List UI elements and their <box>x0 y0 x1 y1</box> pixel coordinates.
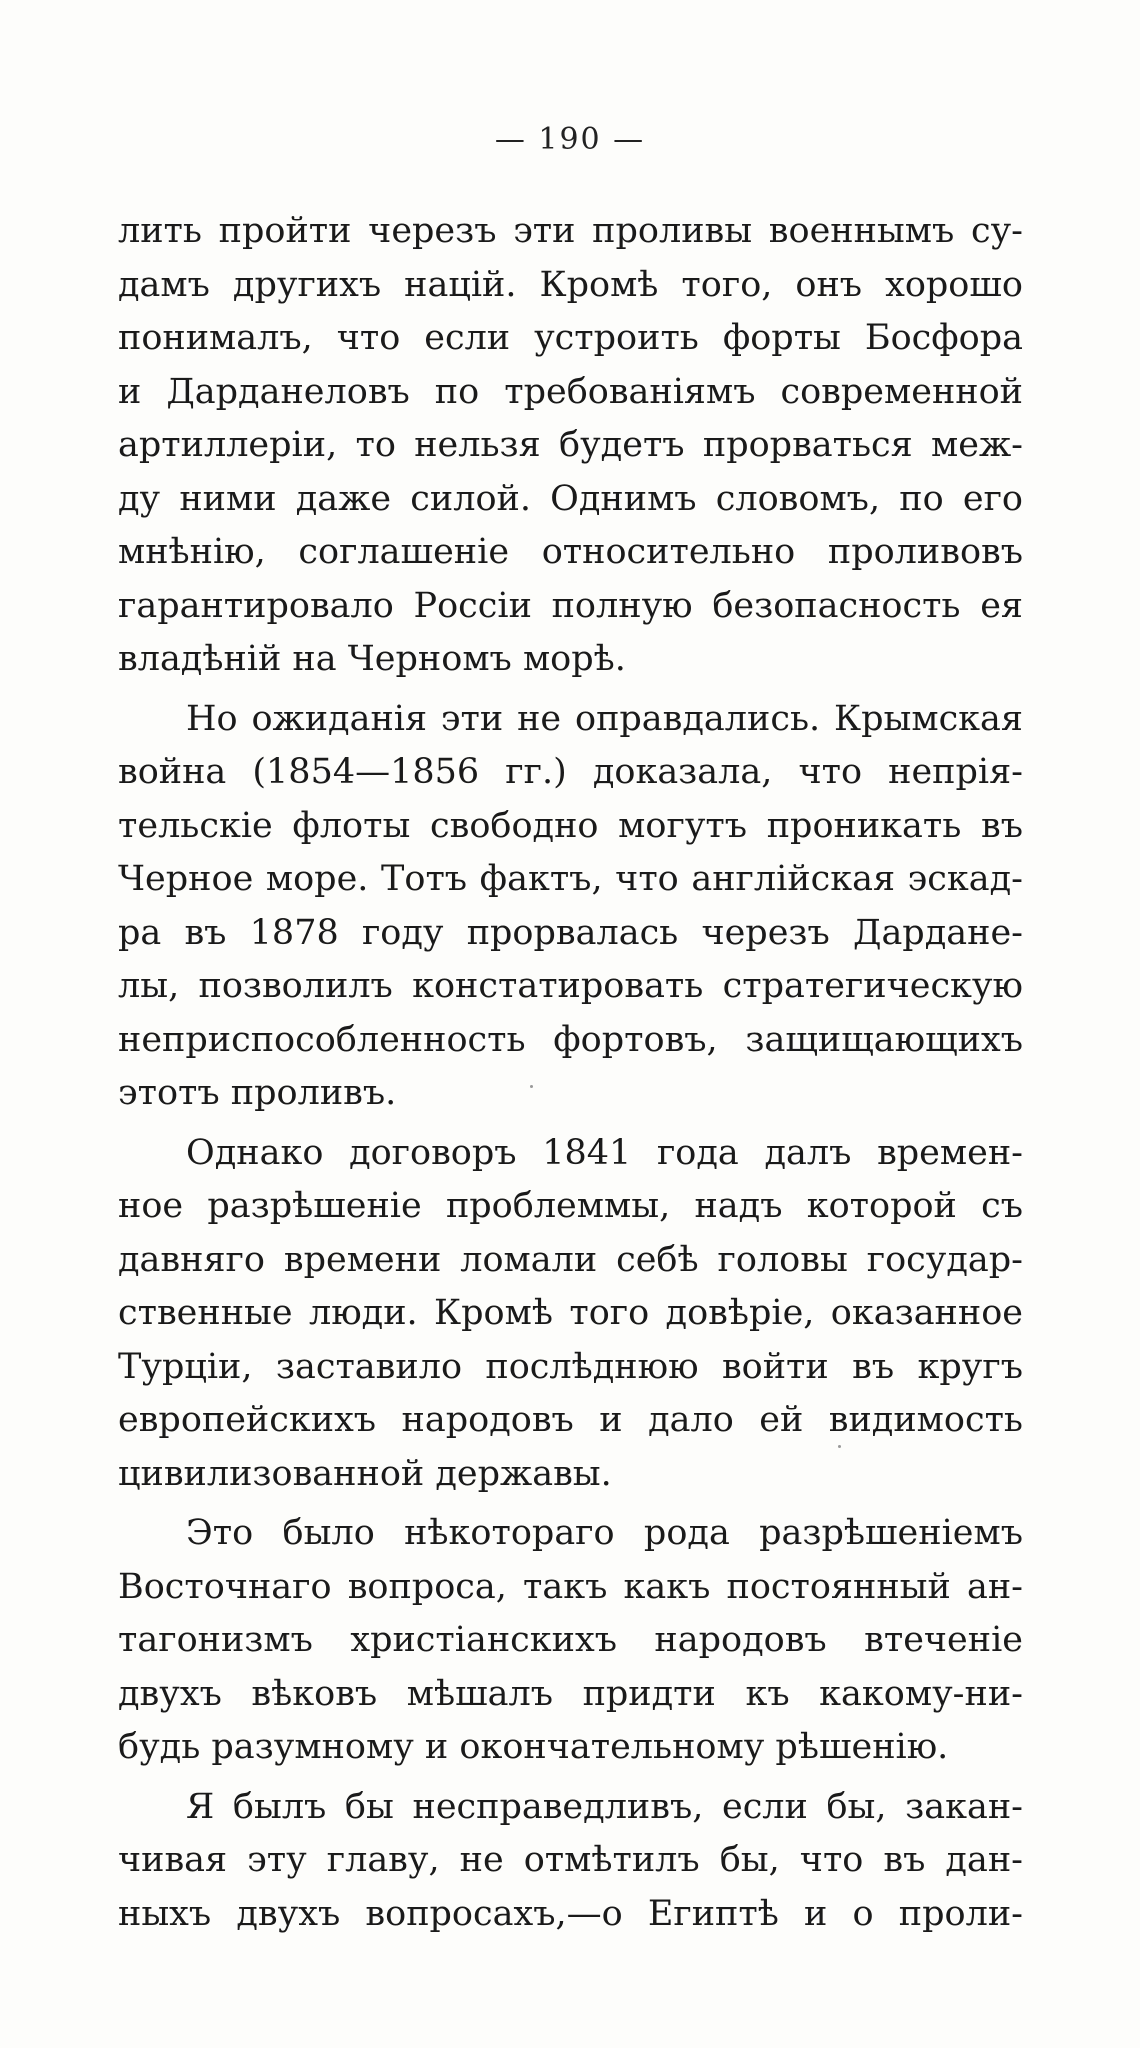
text-line: Турціи, заставило послѣднюю войти въ кругъ <box>118 1346 1023 1387</box>
text-line: Черное море. Тотъ фактъ, что англійская эскад- <box>118 859 1023 899</box>
text-line: европейскихъ народовъ и дало ей видимость <box>118 1400 1023 1440</box>
text-line: давняго времени ломали себѣ головы государ- <box>118 1239 1023 1280</box>
paragraph-1 <box>118 205 1023 687</box>
page-number: — 190 — <box>494 122 646 157</box>
text-line: мнѣнію, соглашеніе относительно проливовъ <box>118 532 1023 572</box>
paper-speck <box>530 1085 533 1088</box>
paragraph-3 <box>118 1127 1023 1502</box>
text-line: неприспособленность фортовъ, защищающихъ <box>118 1019 1023 1060</box>
text-line: тагонизмъ христіанскихъ народовъ втеченіе <box>118 1620 1023 1660</box>
text-line: будь разумному и окончательному рѣшенію. <box>118 1727 949 1767</box>
text-line: война (1854—1856 гг.) доказала, что непрія- <box>118 752 1023 792</box>
text-line: цивилизованной державы. <box>118 1453 612 1494</box>
text-line: этотъ проливъ. <box>118 1073 397 1113</box>
text-line: ра въ 1878 году прорвалась черезъ Дардане- <box>118 912 1023 953</box>
paragraph-2 <box>118 693 1023 1121</box>
text-line: чивая эту главу, не отмѣтилъ бы, что въ дан- <box>118 1840 1023 1880</box>
text-line: лы, позволилъ констатировать стратегическую <box>118 966 1023 1006</box>
text-line: лить пройти черезъ эти проливы военнымъ су- <box>118 211 1023 251</box>
text-line: ныхъ двухъ вопросахъ,—о Египтѣ и о проли- <box>118 1893 1023 1934</box>
paragraph-5 <box>118 1781 1023 1942</box>
text-line: и Дарданеловъ по требованіямъ современной <box>118 371 1023 412</box>
text-line: Однако договоръ 1841 года далъ времен- <box>186 1132 1023 1173</box>
paper-speck <box>838 1445 841 1448</box>
text-line: двухъ вѣковъ мѣшалъ придти къ какому-ни- <box>118 1673 1023 1714</box>
text-line: Восточнаго вопроса, такъ какъ постоянный ан- <box>118 1566 1023 1607</box>
text-line: ственные люди. Кромѣ того довѣріе, оказанное <box>118 1293 1023 1333</box>
text-line: понималъ, что если устроить форты Босфора <box>118 318 1023 358</box>
text-line: ду ними даже силой. Однимъ словомъ, по его <box>118 478 1023 519</box>
text-line: гарантировало Россіи полную безопасность ея <box>118 585 1023 626</box>
paragraph-4 <box>118 1507 1023 1775</box>
text-line: Я былъ бы несправедливъ, если бы, закан- <box>186 1786 1023 1827</box>
text-line: дамъ другихъ націй. Кромѣ того, онъ хорошо <box>118 264 1023 305</box>
text-line: владѣній на Черномъ морѣ. <box>118 639 626 679</box>
text-line: тельскіе флоты свободно могутъ проникать въ <box>118 805 1023 846</box>
text-line: Но ожиданія эти не оправдались. Крымская <box>186 698 1023 739</box>
body-text <box>118 205 1023 1941</box>
text-line: Это было нѣкотораго рода разрѣшеніемъ <box>186 1513 1023 1553</box>
text-line: артиллеріи, то нельзя будетъ прорваться меж- <box>118 425 1023 465</box>
text-line: ное разрѣшеніе проблеммы, надъ которой съ <box>118 1186 1023 1226</box>
